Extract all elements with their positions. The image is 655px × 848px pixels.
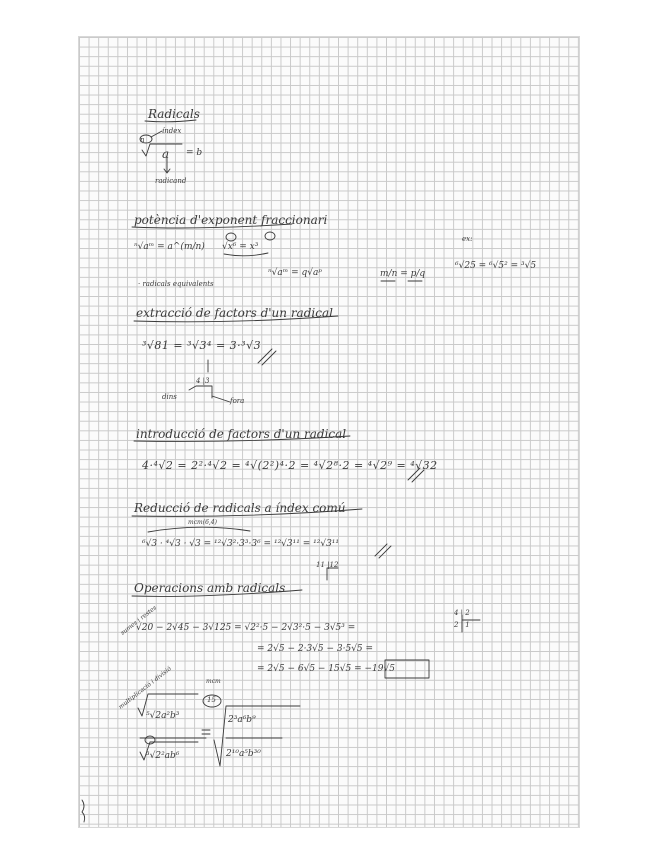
section-title-operations: Operacions amb radicals — [134, 581, 286, 595]
section-title-reduction: Reducció de radicals a índex comú — [134, 501, 346, 515]
fraction-numerator: ⁵√2a²b³ — [146, 711, 180, 721]
fraction-denominator: ³√2²ab⁶ — [146, 751, 180, 761]
reduction-note: 11 |12 — [316, 561, 339, 569]
outside-label: fora — [230, 397, 245, 405]
margin-division-note-2: 2 | 1 — [454, 621, 470, 629]
section-title-radicals: Radicals — [148, 107, 200, 121]
radicand-label: radicand — [155, 177, 187, 185]
reduction-formula: ⁶√3 · ⁴√3 · √3 = ¹²√3²·3³·3⁶ = ¹²√3¹¹ = ¹²√3¹¹ — [142, 539, 340, 549]
exponent-example: √x⁶ = x³ — [222, 242, 259, 252]
operations-line-3: = 2√5 − 6√5 − 15√5 = −19√5 — [257, 664, 395, 674]
example-formula: ⁶√25 = ⁶√5² = ³√5 — [455, 261, 537, 271]
section-title-introduction: introducció de factors d'un radical — [136, 427, 347, 441]
operations-line-1: √20 − 2√45 − 3√125 = √2²·5 − 2√3²·5 − 3√5³ = — [136, 623, 356, 633]
radicand-letter: a — [162, 147, 170, 161]
rhs-numerator: 2³a⁶b⁹ — [228, 715, 256, 725]
mcm-value: 15 — [207, 696, 216, 704]
equivalent-radicals-formula: ⁿ√aᵐ = q√aᵖ — [268, 268, 322, 278]
mcm-note: mcm(6,4) — [188, 519, 217, 526]
operations-line-2: = 2√5 − 2·3√5 − 3·5√5 = — [257, 644, 374, 654]
example-label: ex: — [462, 235, 473, 243]
equivalent-radicals-label: · radicals equivalents — [138, 280, 214, 288]
result-label: = b — [186, 148, 203, 158]
inside-label: dins — [162, 393, 177, 401]
sums-side-label: sumes i restes — [119, 604, 159, 637]
index-symbol: n — [140, 136, 145, 144]
section-title-extraction: extracció de factors d'un radical — [136, 306, 333, 320]
exponent-formula: ⁿ√aᵐ = a^(m/n) — [134, 242, 205, 252]
section-title-exponents: potència d'exponent fraccionari — [134, 213, 328, 227]
introduction-formula: 4·⁴√2 = 2²·⁴√2 = ⁴√(2²)⁴·2 = ⁴√2⁸·2 = ⁴√2⁹ = ⁴√32 — [142, 459, 438, 472]
remainder-note: 4 |3 — [196, 377, 210, 385]
fraction-rule: m/n = p/q — [380, 269, 426, 279]
extraction-formula: ³√81 = ³√3⁴ = 3·³√3 — [142, 339, 262, 352]
multiplication-side-label: multiplicació i divisió — [117, 665, 173, 711]
mcm-label: mcm — [206, 678, 221, 685]
margin-division-note: 4 | 2 — [454, 609, 470, 617]
index-label: índex — [162, 127, 182, 135]
rhs-denominator: 2¹⁰a⁵b³⁰ — [226, 749, 261, 759]
